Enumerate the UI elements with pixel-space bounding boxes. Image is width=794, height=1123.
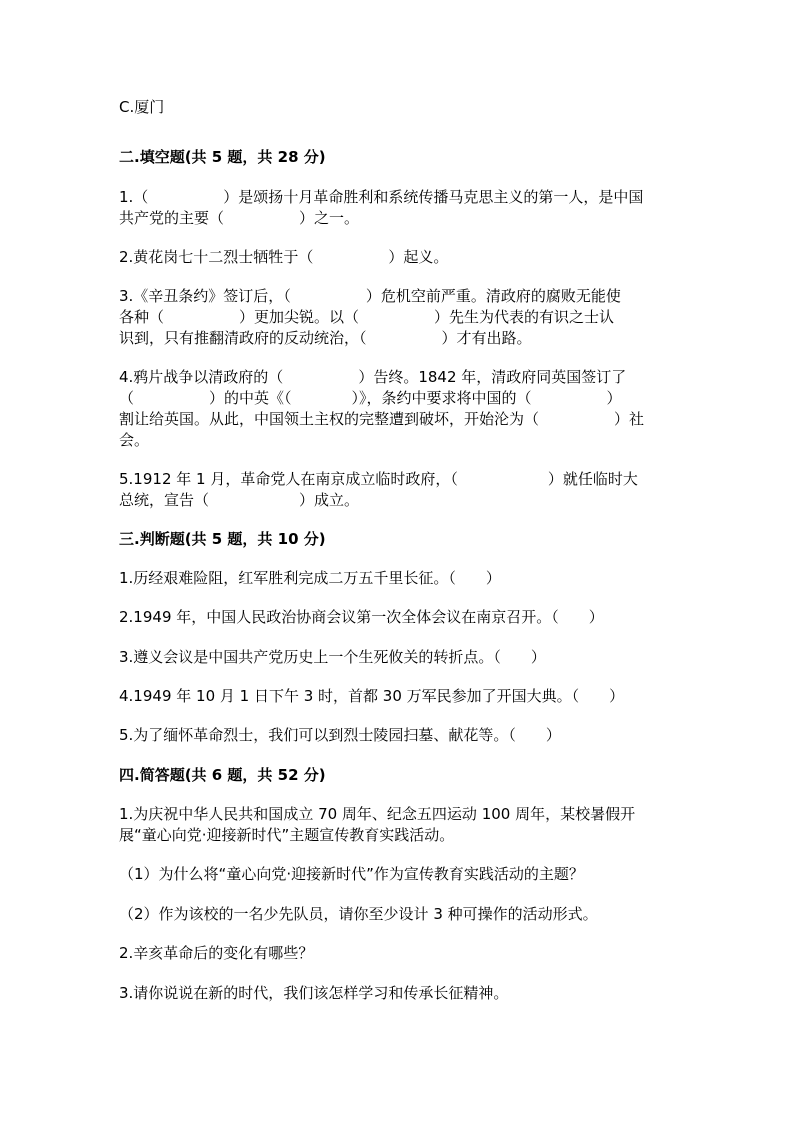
judge-q5: 5.为了缅怀革命烈士，我们可以到烈士陵园扫墓、献花等。（ ） <box>119 726 561 744</box>
fill-q5-line1: 5.1912 年 1 月，革命党人在南京成立临时政府，（ ）就任临时大 <box>119 470 638 488</box>
short-q1-sub1: （1）为什么将“童心向党·迎接新时代”作为宣传教育实践活动的主题？ <box>119 865 584 883</box>
short-q1-line2: 展“童心向党·迎接新时代”主题宣传教育实践活动。 <box>119 826 455 844</box>
option-c: C.厦门 <box>119 98 165 116</box>
fill-q3-line3: 识到，只有推翻清政府的反动统治，（ ）才有出路。 <box>119 329 532 347</box>
fill-q5-line2: 总统，宣告（ ）成立。 <box>119 491 360 509</box>
section-4-title: 四.简答题(共 6 题，共 52 分) <box>119 766 326 784</box>
fill-q1-line1: 1.（ ）是颂扬十月革命胜利和系统传播马克思主义的第一人，是中国 <box>119 188 644 206</box>
fill-q4-line3: 割让给英国。从此，中国领土主权的完整遭到破坏，开始沦为（ ）社 <box>119 410 645 428</box>
section-3-title: 三.判断题(共 5 题，共 10 分) <box>119 530 326 548</box>
fill-q3-line2: 各种（ ）更加尖锐。以（ ）先生为代表的有识之士认 <box>119 308 615 326</box>
fill-q1-line2: 共产党的主要（ ）之一。 <box>119 209 360 227</box>
short-q1-line1: 1.为庆祝中华人民共和国成立 70 周年、纪念五四运动 100 周年，某校暑假开 <box>119 805 636 823</box>
judge-q1: 1.历经艰难险阻，红军胜利完成二万五千里长征。（ ） <box>119 569 501 587</box>
short-q3: 3.请你说说在新的时代，我们该怎样学习和传承长征精神。 <box>119 984 509 1002</box>
section-2-title: 二.填空题(共 5 题，共 28 分) <box>119 148 326 166</box>
judge-q3: 3.遵义会议是中国共产党历史上一个生死攸关的转折点。（ ） <box>119 648 546 666</box>
fill-q2-line1: 2.黄花岗七十二烈士牺牲于（ ）起义。 <box>119 248 449 266</box>
short-q1-sub2: （2）作为该校的一名少先队员，请你至少设计 3 种可操作的活动形式。 <box>119 905 598 923</box>
fill-q4-line2: （ ）的中英《（ ）》，条约中要求将中国的（ ） <box>119 389 622 407</box>
fill-q3-line1: 3.《辛丑条约》签订后，（ ）危机空前严重。清政府的腐败无能使 <box>119 287 621 305</box>
fill-q4-line4: 会。 <box>119 431 150 449</box>
judge-q4: 4.1949 年 10 月 1 日下午 3 时，首都 30 万军民参加了开国大典。（ ） <box>119 687 625 705</box>
short-q2: 2.辛亥革命后的变化有哪些？ <box>119 944 314 962</box>
judge-q2: 2.1949 年，中国人民政治协商会议第一次全体会议在南京召开。（ ） <box>119 608 604 626</box>
fill-q4-line1: 4.鸦片战争以清政府的（ ）告终。1842 年，清政府同英国签订了 <box>119 368 627 386</box>
